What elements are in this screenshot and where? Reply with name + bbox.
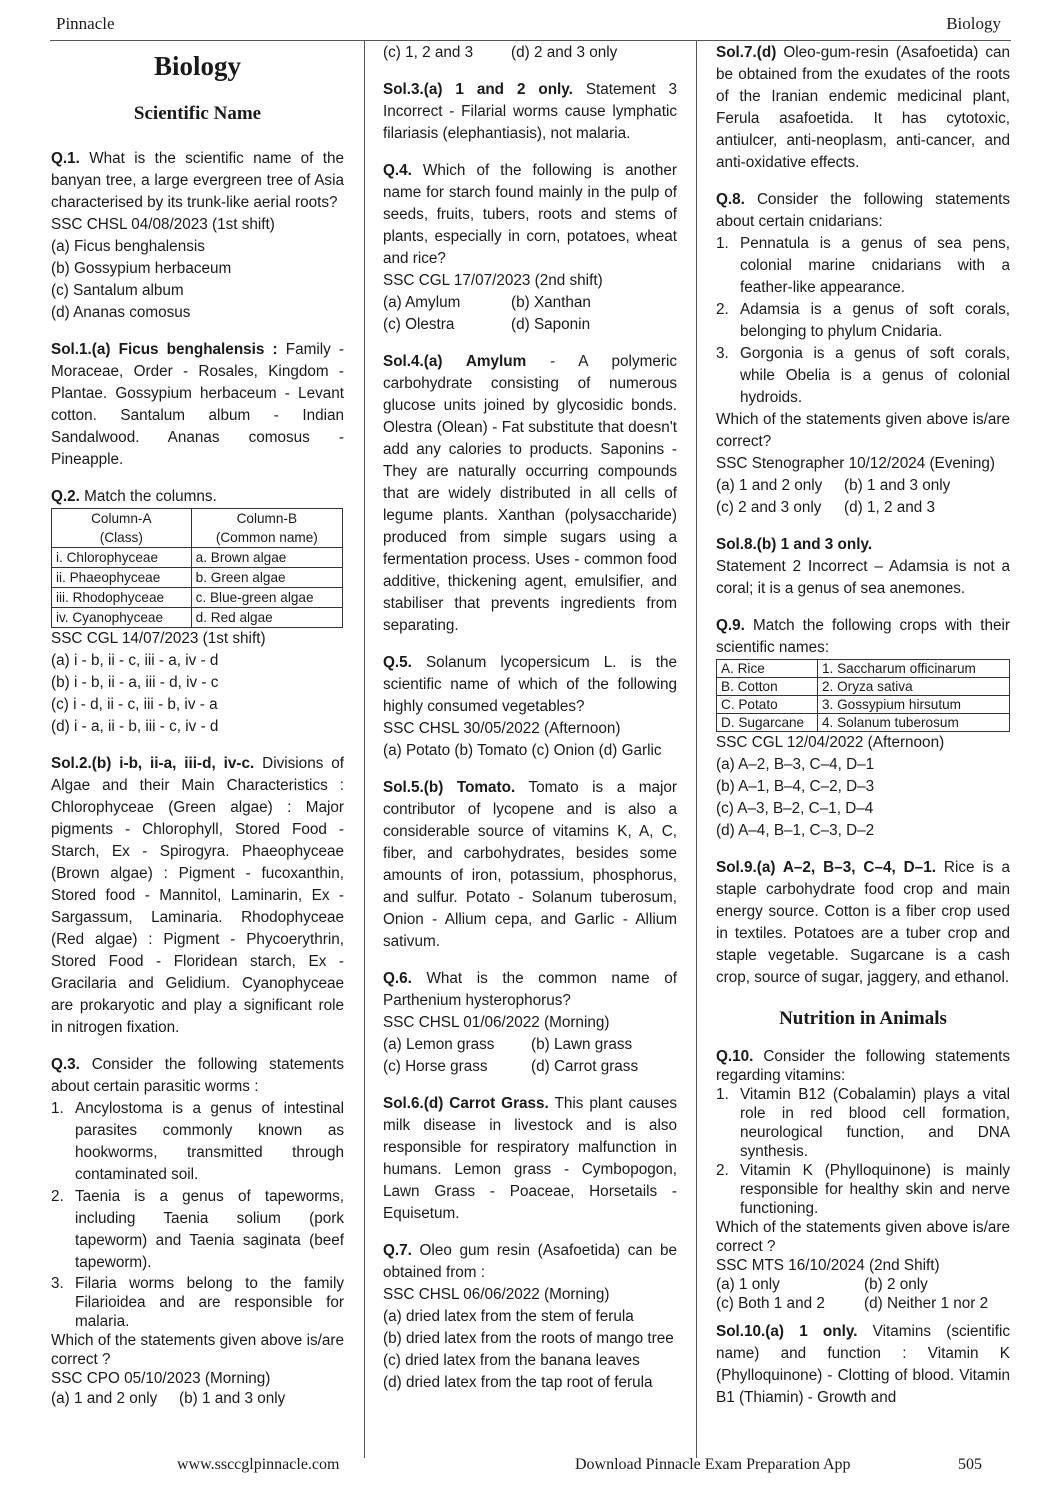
option: (a) dried latex from the stem of ferula: [383, 1308, 634, 1325]
statement: 3. Filaria worms belong to the family Filarioidea and are responsible for malaria.: [51, 1275, 344, 1330]
question-number: Q.7.: [383, 1242, 412, 1259]
option: (c) A–3, B–2, C–1, D–4: [716, 800, 874, 817]
column-1: [51, 42, 344, 1410]
option-row: (c) Both 1 and 2 (d) Neither 1 nor 2: [716, 1295, 989, 1312]
option: (d) A–4, B–1, C–3, D–2: [716, 822, 875, 839]
question-source: SSC CPO 05/10/2023 (Morning): [51, 1370, 271, 1387]
question-source: SSC CHSL 30/05/2022 (Afternoon): [383, 720, 621, 737]
option-row: (c) 2 and 3 only (d) 1, 2 and 3: [716, 499, 935, 516]
column-3: [716, 42, 1010, 1409]
table-header: Column-A (Class): [52, 509, 192, 548]
statement: 2. Vitamin K (Phylloquinone) is mainly responsible for healthy skin and nerve functioning.: [716, 1162, 1010, 1217]
option-row: (c) 1, 2 and 3 (d) 2 and 3 only: [383, 44, 618, 61]
header-left: Pinnacle: [56, 14, 115, 33]
option-list: [383, 1306, 677, 1394]
statement: 3. Gorgonia is a genus of soft corals, while Obelia is a genus of colonial hydroids.: [716, 345, 1010, 406]
option: (b) dried latex from the roots of mango tree: [383, 1330, 674, 1347]
statement: 1. Ancylostoma is a genus of intestinal parasites commonly known as hookworms, transmitted through contaminated soil.: [51, 1100, 344, 1183]
column-divider: [364, 40, 365, 1458]
question-number: Q.1.: [51, 150, 80, 167]
option: (c) i - d, ii - c, iii - b, iv - a: [51, 696, 218, 713]
header-right: Biology: [946, 14, 1001, 33]
option: (a) A–2, B–3, C–4, D–1: [716, 756, 875, 773]
question-number: Q.8.: [716, 191, 745, 208]
question-ask: Which of the statements given above is/are correct?: [716, 411, 1010, 450]
question-number: Q.5.: [383, 654, 412, 671]
question-ask: Which of the statements given above is/are correct ?: [51, 1332, 344, 1368]
question-source: SSC CGL 12/04/2022 (Afternoon): [716, 734, 945, 751]
table-row: iii. Rhodophyceae c. Blue-green algae: [52, 588, 343, 608]
option: (d) dried latex from the tap root of ferula: [383, 1374, 653, 1391]
solution-label: Sol.2.(b) i-b, ii-a, iii-d, iv-c.: [51, 755, 255, 772]
question-3: Q.3. Consider the following statements about certain parasitic worms :: [51, 1056, 344, 1095]
option: (d) Ananas comosus: [51, 304, 191, 321]
solution-1: Sol.1.(a) Ficus benghalensis : Family - Moraceae, Order - Rosales, Kingdom - Plantae. Gossypium herbaceum - Levant cotton. Santalum album - Indian Sandalwood. Ananas comosus - Pineapple.: [51, 341, 344, 468]
solution-8: Statement 2 Incorrect – Adamsia is not a coral; it is a genus of sea anemones.: [716, 558, 1010, 597]
statement-list: [716, 233, 1010, 409]
solution-7: Sol.7.(d) Oleo-gum-resin (Asafoetida) can be obtained from the exudates of the roots of the Iranian endemic medicinal plant, Ferula asafoetida. It has cytotoxic, antiulcer, anti-neoplasm, anti-cancer, and anti-oxidative effects.: [716, 44, 1010, 171]
question-source: SSC CGL 17/07/2023 (2nd shift): [383, 272, 603, 289]
question-source: SSC CHSL 01/06/2022 (Morning): [383, 1014, 610, 1031]
question-number: Q.2.: [51, 488, 80, 505]
solution-label: Sol.1.(a) Ficus benghalensis :: [51, 341, 278, 358]
table-header: Column-B (Common name): [191, 509, 342, 548]
question-7: Q.7. Oleo gum resin (Asafoetida) can be obtained from :: [383, 1242, 677, 1281]
match-table: [51, 508, 343, 628]
footer-app: Download Pinnacle Exam Preparation App: [575, 1456, 851, 1473]
solution-5: Sol.5.(b) Tomato. Tomato is a major contributor of lycopene and is also a considerable source of vitamins K, A, C, fiber, and carbohydrates, besides some amounts of iron, potassium, phosphorus, and sulfur. Potato - Solanum tuberosum, Onion - Allium cepa, and Garlic - Allium sativum.: [383, 779, 677, 950]
solution-6: Sol.6.(d) Carrot Grass. This plant causes milk disease in livestock and is also responsible for respiratory malfunction in humans. Lemon grass - Cymbopogon, Lawn Grass - Poaceae, Horsetails - Equisetum.: [383, 1095, 677, 1222]
question-source: SSC CHSL 04/08/2023 (1st shift): [51, 216, 275, 233]
question-source: SSC MTS 16/10/2024 (2nd Shift): [716, 1257, 940, 1274]
crops-table: [716, 659, 1010, 732]
question-number: Q.10.: [716, 1048, 754, 1065]
option-row: (a) 1 and 2 only (b) 1 and 3 only: [716, 477, 951, 494]
option-row: (c) Horse grass (d) Carrot grass: [383, 1058, 639, 1075]
option-row: (a) Potato (b) Tomato (c) Onion (d) Garlic: [383, 742, 662, 759]
solution-label: Sol.9.(a) A–2, B–3, C–4, D–1.: [716, 859, 936, 876]
question-5: Q.5. Solanum lycopersicum L. is the scientific name of which of the following highly consumed vegetables?: [383, 654, 677, 715]
question-9: Q.9. Match the following crops with their scientific names:: [716, 617, 1010, 656]
solution-label: Sol.5.(b) Tomato.: [383, 779, 516, 796]
question-number: Q.4.: [383, 162, 412, 179]
question-1: Q.1. What is the scientific name of the banyan tree, a large evergreen tree of Asia characterised by its trunk-like aerial roots?: [51, 150, 344, 211]
solution-9: Sol.9.(a) A–2, B–3, C–4, D–1. Rice is a staple carbohydrate food crop and main energy source. Cotton is a fiber crop used in textiles. Potatoes are a tuber crop and staple vegetable. Sugarcane is a cash crop, source of sugar, jaggery, and ethanol.: [716, 859, 1010, 986]
table-row: B. Cotton 2. Oryza sativa: [717, 678, 1010, 696]
statement-list: [716, 1085, 1010, 1218]
table-row: iv. Cyanophyceae d. Red algae: [52, 608, 343, 628]
option: (c) Santalum album: [51, 282, 184, 299]
table-row: C. Potato 3. Gossypium hirsutum: [717, 696, 1010, 714]
question-2: Q.2. Match the columns.: [51, 488, 217, 505]
question-ask: Which of the statements given above is/are correct ?: [716, 1219, 1010, 1255]
option-row: (a) 1 only (b) 2 only: [716, 1276, 928, 1293]
table-row: A. Rice 1. Saccharum officinarum: [717, 660, 1010, 678]
solution-2: Sol.2.(b) i-b, ii-a, iii-d, iv-c. Divisions of Algae and their Main Characteristics : Chlorophyceae (Green algae) : Major pigments - Chlorophyll, Stored Food - Starch, Ex - Spirogyra. Phaeophyceae (Brown algae) : Pigment - fucoxanthin, Stored food - Mannitol, Laminarin, Ex - Sargassum, Laminaria. Rhodophyceae (Red algae) : Pigment - Phycoerythrin, Stored Food - Floridean starch, Ex - Gracilaria and Gelidium. Cyanophyceae are prokaryotic and play a significant role in nitrogen fixation.: [51, 755, 344, 1036]
solution-label: Sol.3.(a) 1 and 2 only.: [383, 81, 573, 98]
solution-label: Sol.4.(a) Amylum: [383, 353, 527, 370]
page-title: Biology: [153, 51, 241, 81]
question-number: Q.9.: [716, 617, 745, 634]
option: (a) i - b, ii - c, iii - a, iv - d: [51, 652, 219, 669]
statement: 1. Vitamin B12 (Cobalamin) plays a vital role in red blood cell formation, neurological function, and DNA synthesis.: [716, 1086, 1010, 1160]
option: (a) Ficus benghalensis: [51, 238, 205, 255]
table-row: D. Sugarcane 4. Solanum tuberosum: [717, 714, 1010, 732]
column-divider: [696, 40, 697, 1458]
column-2: [383, 42, 677, 1394]
solution-10: Sol.10.(a) 1 only. Vitamins (scientific name) and function : Vitamin K (Phylloquinone) - Clotting of blood. Vitamin B1 (Thiamin) - Growth and: [716, 1323, 1010, 1406]
table-row: i. Chlorophyceae a. Brown algae: [52, 548, 343, 568]
question-number: Q.6.: [383, 970, 412, 987]
question-6: Q.6. What is the common name of Parthenium hysterophorus?: [383, 970, 677, 1009]
question-source: SSC CHSL 06/06/2022 (Morning): [383, 1286, 610, 1303]
solution-8-label: Sol.8.(b) 1 and 3 only.: [716, 536, 873, 553]
page-number: 505: [958, 1456, 982, 1473]
option-row: (c) Olestra (d) Saponin: [383, 316, 591, 333]
question-8: Q.8. Consider the following statements about certain cnidarians:: [716, 191, 1010, 230]
section-heading: Nutrition in Animals: [779, 1008, 947, 1029]
solution-3: Sol.3.(a) 1 and 2 only. Statement 3 Incorrect - Filarial worms cause lymphatic filariasis (elephantiasis), not malaria.: [383, 81, 677, 142]
statement: 2. Adamsia is a genus of soft corals, belonging to phylum Cnidaria.: [716, 301, 1010, 340]
table-row: ii. Phaeophyceae b. Green algae: [52, 568, 343, 588]
footer-website: www.ssccglpinnacle.com: [177, 1456, 340, 1473]
option: (b) i - b, ii - a, iii - d, iv - c: [51, 674, 219, 691]
solution-label: Sol.10.(a) 1 only.: [716, 1323, 858, 1340]
header-rule: [50, 40, 1011, 41]
solution-label: Sol.7.(d): [716, 44, 777, 61]
solution-4: Sol.4.(a) Amylum - A polymeric carbohydrate consisting of numerous glucose units joined by glycosidic bonds. Olestra (Olean) - Fat substitute that doesn't add any calories to products. Saponins - They are naturally occurring compounds that are widely distributed in all cells of legume plants. Xanthan (polysaccharide) produced from simple sugars using a fermentation process. Uses - common food additive, thickening agent, emulsifier, and stabiliser that prevents ingredients from separating.: [383, 353, 677, 634]
option: (b) A–1, B–4, C–2, D–3: [716, 778, 875, 795]
question-source: SSC Stenographer 10/12/2024 (Evening): [716, 455, 995, 472]
question-4: Q.4. Which of the following is another name for starch found mainly in the pulp of seeds, fruits, tubers, roots and stems of plants, especially in corn, potatoes, wheat and rice?: [383, 162, 677, 267]
solution-label: Sol.6.(d) Carrot Grass.: [383, 1095, 549, 1112]
option: (b) Gossypium herbaceum: [51, 260, 232, 277]
option-row: (a) Lemon grass (b) Lawn grass: [383, 1036, 633, 1053]
statement: 2. Taenia is a genus of tapeworms, including Taenia solium (pork tapeworm) and Taenia saginata (beef tapeworm).: [51, 1188, 344, 1271]
section-heading: Scientific Name: [133, 103, 262, 124]
option: (c) dried latex from the banana leaves: [383, 1352, 640, 1369]
statement-list: [51, 1098, 344, 1331]
question-number: Q.3.: [51, 1056, 80, 1073]
question-source: SSC CGL 14/07/2023 (1st shift): [51, 630, 266, 647]
option-row: (a) Amylum (b) Xanthan: [383, 294, 591, 311]
question-10: Q.10. Consider the following statements regarding vitamins:: [716, 1048, 1010, 1084]
statement: 1. Pennatula is a genus of sea pens, colonial marine cnidarians with a feather-like appearance.: [716, 235, 1010, 296]
option-row: (a) 1 and 2 only (b) 1 and 3 only: [51, 1390, 286, 1407]
option: (d) i - a, ii - b, iii - c, iv - d: [51, 718, 219, 735]
